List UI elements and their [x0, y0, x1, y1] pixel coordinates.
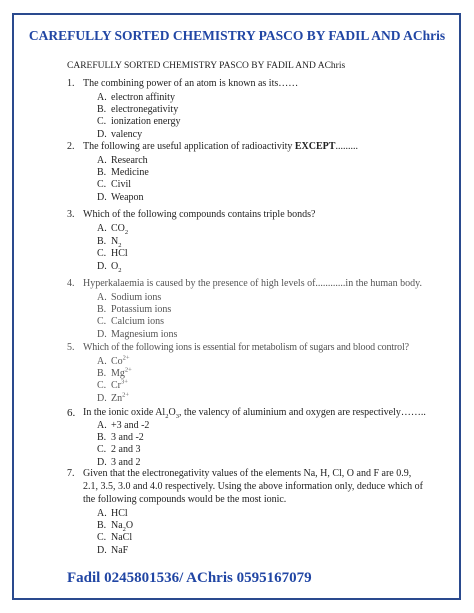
question-text-part: O — [168, 407, 176, 418]
formula-subscript: 2 — [118, 266, 122, 274]
option-text: Civil — [111, 179, 132, 191]
ion-base: Cr — [111, 380, 121, 392]
formula-subscript: 2 — [124, 229, 129, 236]
question-number: 4. — [67, 278, 75, 289]
option-letter: B. — [97, 104, 107, 116]
formula-base: Na — [111, 520, 123, 532]
option — [97, 261, 128, 274]
question-number: 5. — [67, 342, 75, 353]
option — [97, 236, 128, 249]
option — [97, 92, 181, 104]
option-text: 3 and 2 — [111, 456, 141, 468]
question-text: The combining power of an atom is known as its…… — [83, 78, 299, 89]
option-text: Sodium ions — [111, 292, 162, 303]
option — [97, 420, 149, 432]
question-text: Which of the following compounds contains triple bonds? — [83, 209, 316, 220]
formula-base: N — [111, 235, 119, 247]
option-letter: B. — [97, 432, 107, 444]
formula-base: CO — [111, 223, 125, 234]
option — [97, 129, 181, 141]
option — [97, 329, 177, 341]
option-letter: D. — [97, 128, 107, 140]
options-list — [97, 508, 133, 557]
option-text: Magnesium ions — [111, 328, 178, 340]
option-letter: A. — [97, 420, 107, 431]
option-letter: A. — [97, 223, 107, 234]
ion-base: Co — [111, 356, 123, 367]
option — [97, 167, 149, 179]
question-text: Which of the following ions is essential for metabolism of sugars and blood control? — [83, 342, 409, 353]
option-text: 3 and -2 — [111, 432, 144, 444]
formula-base: O — [111, 260, 119, 272]
option-letter: B. — [97, 304, 107, 316]
option — [97, 248, 128, 261]
option — [97, 444, 149, 456]
ion-base: Zn — [111, 392, 123, 404]
option-letter: B. — [97, 235, 107, 247]
page-title: CAREFULLY SORTED CHEMISTRY PASCO BY FADIL AND AChris — [28, 28, 446, 43]
formula-base: NaCl — [111, 532, 133, 544]
option-letter: C. — [97, 380, 107, 392]
question-text — [83, 141, 428, 153]
question-number: 1. — [67, 78, 75, 89]
options-list — [97, 292, 177, 341]
question-text: Given that the electronegativity values of the elements Na, H, Cl, O and F are 0.9, 2.1, 3.5, 3.0 and 4.0 respectively. Using the above information only, deduce which of the following compounds would be the most ionic. — [83, 468, 424, 505]
formula-subscript: 2 — [122, 526, 126, 534]
ion-charge: 2+ — [122, 391, 130, 399]
option — [97, 432, 149, 444]
option — [97, 457, 149, 469]
question-text-part: , the valency of aluminium and oxygen are respectively…….. — [178, 407, 426, 418]
question-number: 7. — [67, 468, 75, 479]
option — [97, 116, 181, 128]
option-letter: D. — [97, 328, 107, 340]
option-letter: D. — [97, 191, 107, 203]
option — [97, 179, 149, 191]
options-list — [97, 92, 181, 141]
page-border — [12, 13, 461, 600]
question-number: 3. — [67, 209, 75, 220]
option-letter: C. — [97, 532, 107, 544]
option — [97, 316, 177, 328]
option-letter: C. — [97, 316, 107, 328]
footer-contact: Fadil 0245801536/ AChris 0595167079 — [67, 570, 312, 586]
formula-subscript: 3 — [175, 413, 179, 420]
options-list — [97, 223, 128, 273]
options-list — [97, 420, 149, 469]
option-letter: A. — [97, 508, 107, 519]
option-text: Weapon — [111, 191, 144, 203]
question-text-part: In the ionic oxide Al — [83, 407, 166, 418]
formula-subscript: 2 — [165, 413, 169, 420]
option-letter: B. — [97, 167, 107, 179]
question-number: 2. — [67, 141, 75, 152]
question-emphasis: EXCEPT — [294, 141, 336, 152]
option-text: Potassium ions — [111, 304, 172, 316]
options-list — [97, 155, 149, 204]
option — [97, 304, 177, 316]
option-letter: C. — [97, 116, 107, 128]
question-text: Hyperkalaemia is caused by the presence of high levels of............in the human body. — [83, 278, 422, 289]
page-subtitle: CAREFULLY SORTED CHEMISTRY PASCO BY FADIL AND AChris — [67, 61, 346, 71]
option-letter: D. — [97, 544, 107, 556]
option-letter: C. — [97, 248, 107, 260]
formula-base: NaF — [111, 544, 129, 556]
option-text: valency — [111, 128, 143, 140]
formula-subscript: 2 — [118, 241, 122, 249]
option-text: electronegativity — [111, 104, 179, 116]
option-letter: A. — [97, 92, 107, 103]
option-text: ionization energy — [111, 116, 181, 128]
formula-base: HCl — [111, 248, 128, 260]
question-number: 6. — [67, 407, 76, 419]
option-letter: C. — [97, 444, 107, 456]
question-text — [83, 407, 428, 419]
question-text-part: The following are useful application of radioactivity — [83, 141, 293, 152]
option-text: Research — [111, 155, 148, 166]
option — [97, 532, 133, 544]
ion-base: Mg — [111, 368, 125, 380]
formula-base: O — [125, 520, 134, 532]
option-text: Calcium ions — [111, 316, 165, 328]
option-letter: B. — [97, 520, 107, 532]
options-list — [97, 356, 132, 405]
option-text: Medicine — [111, 167, 149, 179]
formula-base: HCl — [111, 508, 128, 519]
option-letter: A. — [97, 356, 107, 367]
option-letter: B. — [97, 368, 107, 380]
option — [97, 508, 133, 520]
option — [97, 520, 133, 532]
option-letter: D. — [97, 456, 107, 468]
ion-charge: 2+ — [124, 366, 132, 374]
option-letter: C. — [97, 179, 107, 191]
option — [97, 104, 181, 116]
question-text-part: ......... — [335, 141, 358, 152]
option-text: electron affinity — [111, 92, 175, 103]
option-letter: D. — [97, 392, 107, 404]
option-letter: A. — [97, 292, 107, 303]
option-letter: D. — [97, 260, 107, 272]
option-text: 2 and 3 — [111, 444, 141, 456]
option-letter: A. — [97, 155, 107, 166]
ion-charge: 3+ — [121, 379, 128, 387]
option — [97, 155, 149, 167]
option — [97, 292, 177, 304]
option — [97, 223, 128, 236]
option — [97, 192, 149, 204]
option — [97, 545, 133, 557]
option — [97, 393, 132, 405]
option-text: +3 and -2 — [111, 420, 150, 431]
ion-charge: 2+ — [122, 354, 130, 362]
